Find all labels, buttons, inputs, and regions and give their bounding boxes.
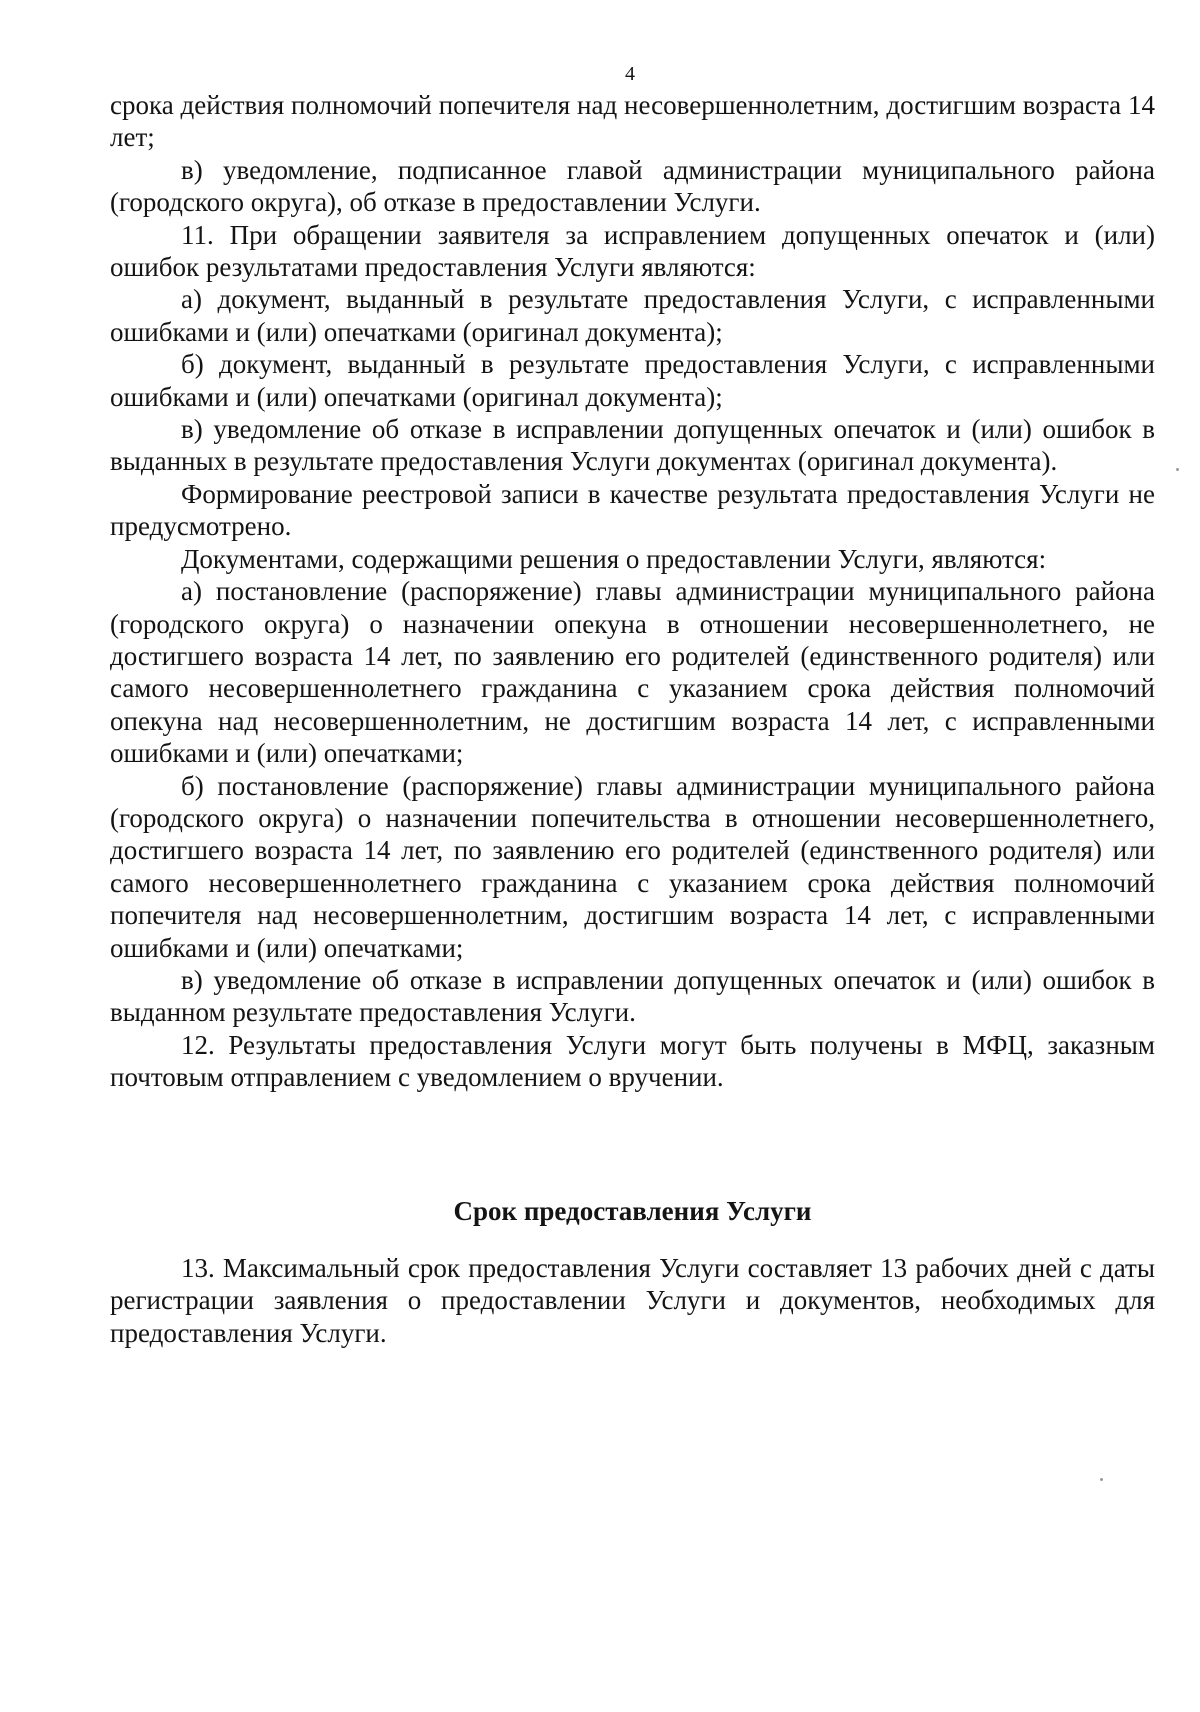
paragraph-decision-v: в) уведомление об отказе в исправлении допущенных опечаток и (или) ошибок в выданном результате предоставления Услуги. — [110, 964, 1155, 1028]
paragraph-decision-b: б) постановление (распоряжение) главы администрации муниципального района (городского округа) о назначении попечительства в отношении несовершеннолетнего, достигшего возраста 14 лет, по заявлению его родителей (единственного родителя) или самого несовершеннолетнего гражданина с указанием срока действия полномочий попечителя над несовершеннолетним, достигшим возраста 14 лет, с исправленными ошибками и (или) опечатками; — [110, 770, 1155, 963]
paragraph-item-11-v: в) уведомление об отказе в исправлении допущенных опечаток и (или) ошибок в выданных в результате предоставления Услуги документах (оригинал документа). — [110, 414, 1155, 477]
scan-speck — [1176, 468, 1179, 471]
paragraph-item-12: 12. Результаты предоставления Услуги могут быть получены в МФЦ, заказным почтовым отправлением с уведомлением о вручении. — [110, 1029, 1155, 1093]
paragraph-item-13: 13. Максимальный срок предоставления Услуги составляет 13 рабочих дней с даты регистрации заявления о предоставлении Услуги и документов, необходимых для предоставления Услуги. — [110, 1253, 1155, 1348]
paragraph-item-11-a: а) документ, выданный в результате предоставления Услуги, с исправленными ошибками и (или) опечатками (оригинал документа); — [110, 284, 1155, 347]
paragraph-refusal-notice: в) уведомление, подписанное главой администрации муниципального района (городского округа), об отказе в предоставлении Услуги. — [110, 154, 1155, 218]
section-heading: Срок предоставления Услуги — [453, 1196, 812, 1226]
scan-speck — [1100, 1478, 1103, 1481]
page-number: 4 — [625, 63, 635, 85]
paragraph-decision-documents: Документами, содержащими решения о предоставлении Услуги, являются: — [181, 543, 1047, 574]
paragraph-continuation: срока действия полномочий попечителя над несовершеннолетним, достигшим возраста 14 лет; — [110, 90, 1155, 153]
paragraph-decision-a: а) постановление (распоряжение) главы администрации муниципального района (городского округа) о назначении опекуна в отношении несовершеннолетнего, не достигшего возраста 14 лет, по заявлению его родителей (единственного родителя) или самого несовершеннолетнего гражданина с указанием срока действия полномочий опекуна над несовершеннолетним, не достигшим возраста 14 лет, с исправленными ошибками и (или) опечатками; — [110, 576, 1155, 769]
paragraph-registry-record: Формирование реестровой записи в качестве результата предоставления Услуги не предусмотрено. — [110, 478, 1155, 542]
document-body — [110, 89, 1155, 1094]
paragraph-item-11-b: б) документ, выданный в результате предоставления Услуги, с исправленными ошибками и (или) опечатками (оригинал документа); — [110, 349, 1155, 412]
paragraph-item-11: 11. При обращении заявителя за исправлением допущенных опечаток и (или) ошибок результатами предоставления Услуги являются: — [110, 219, 1155, 283]
section-body — [110, 1252, 1155, 1349]
